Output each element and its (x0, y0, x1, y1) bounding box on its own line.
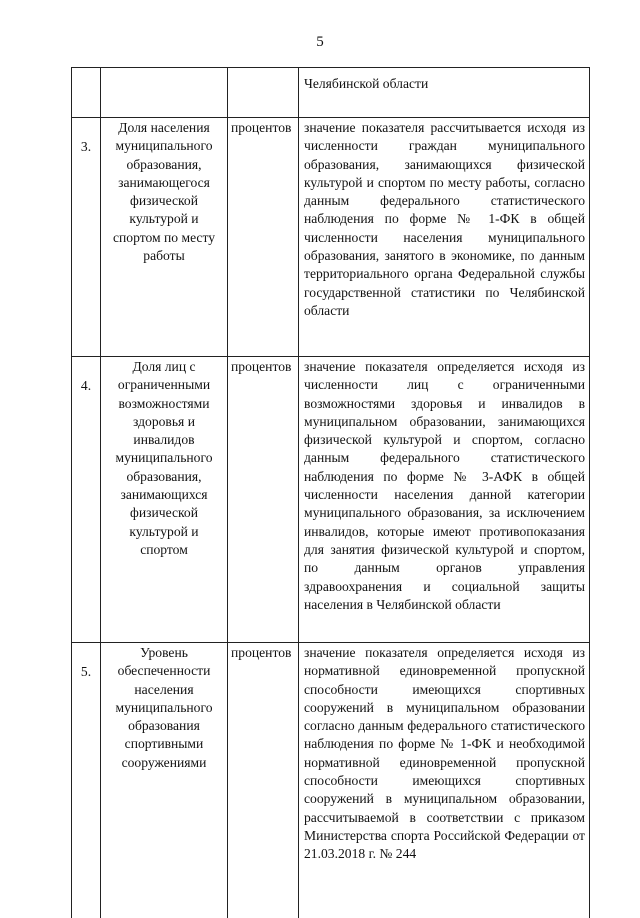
indicator-name: Доля населения муниципального образования, занимающегося физической культурой и спортом по месту работы (101, 118, 228, 357)
page-number: 5 (0, 34, 640, 50)
row-number: 5. (72, 643, 101, 918)
row-number: 4. (72, 357, 101, 643)
row-number (72, 68, 101, 118)
indicator-name: Доля лиц с ограниченными возможностями здоровья и инвалидов муниципального образования, занимающихся физической культурой и спортом (101, 357, 228, 643)
calculation-method: Челябинской области (299, 68, 590, 118)
calculation-method: значение показателя определяется исходя из численности лиц с ограниченными возможностями здоровья и инвалидов в муниципальном образовании, занимающихся физической культурой и спортом, согласно данным федерального статистического наблюдения по форме № 3-АФК в общей численности населения данной категории муниципального образования, за исключением инвалидов, которые имеют противопоказания для занятия физической культурой и спортом, по данным органов управления здравоохранения и социальной защиты населения в Челябинской области (299, 357, 590, 643)
row-number: 3. (72, 118, 101, 357)
indicators-table (71, 67, 590, 918)
unit-of-measure (228, 68, 299, 118)
table-row (72, 68, 590, 118)
calculation-method: значение показателя определяется исходя из нормативной единовременной пропускной способности имеющихся спортивных сооружений в муниципальном образовании согласно данным федерального статистического наблюдения по форме № 1-ФК и необходимой нормативной единовременной пропускной способности имеющихся спортивных сооружений в муниципальном образовании, рассчитываемой в соответствии с приказом Министерства спорта Российской Федерации от 21.03.2018 г. № 244 (299, 643, 590, 918)
calculation-method: значение показателя рассчитывается исходя из численности граждан муниципального образования, занимающихся физической культурой и спортом по месту работы, согласно данным федерального статистического наблюдения по форме № 1-ФК в общей численности населения муниципального образования, занятого в экономике, по данным территориального органа Федеральной службы государственной статистики по Челябинской области (299, 118, 590, 357)
table-row (72, 118, 590, 357)
table-row (72, 357, 590, 643)
unit-of-measure: процентов (228, 357, 299, 643)
table-row (72, 643, 590, 918)
indicator-name: Уровень обеспеченности населения муниципального образования спортивными сооружениями (101, 643, 228, 918)
unit-of-measure: процентов (228, 643, 299, 918)
indicator-name (101, 68, 228, 118)
unit-of-measure: процентов (228, 118, 299, 357)
